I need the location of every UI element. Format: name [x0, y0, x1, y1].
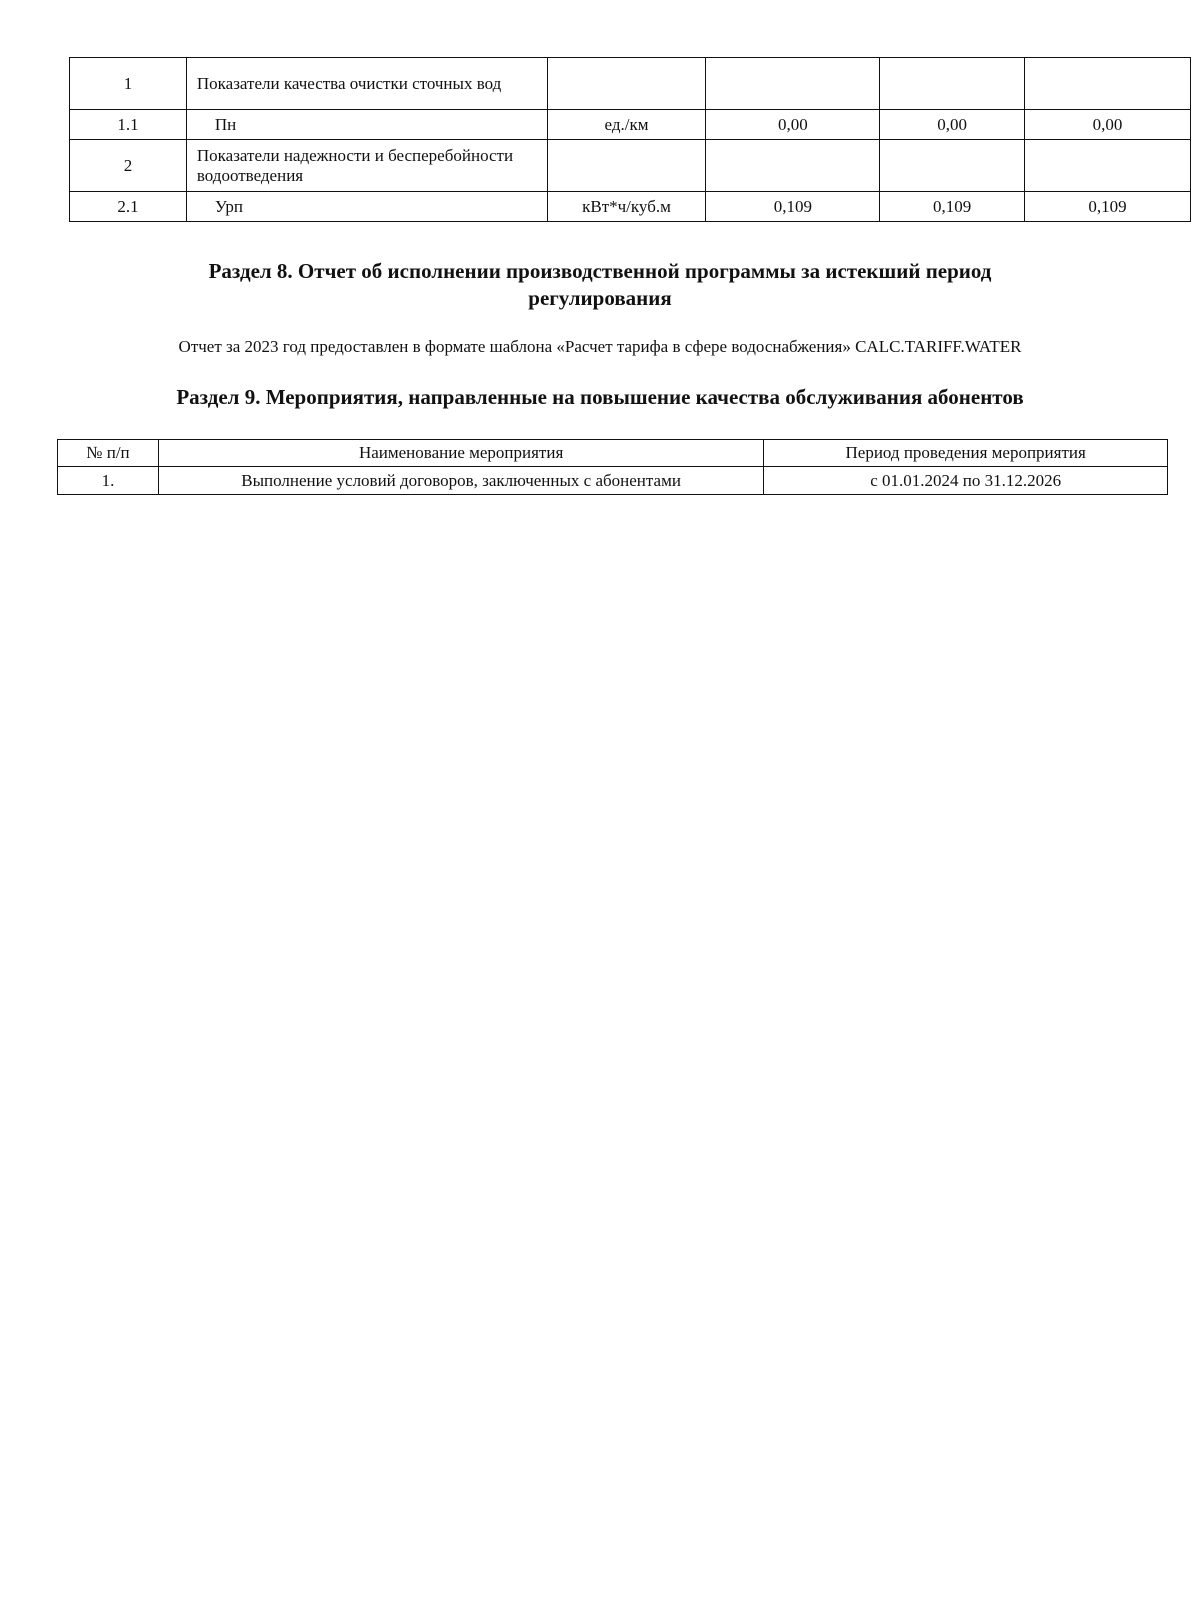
- row-number: 2.1: [70, 192, 187, 222]
- column-header-event-name: Наименование мероприятия: [158, 440, 763, 467]
- indicator-name: Показатели качества очистки сточных вод: [186, 58, 547, 110]
- indicators-table: [69, 57, 1191, 222]
- row-number: 1.1: [70, 110, 187, 140]
- table-header-row: [58, 440, 1168, 467]
- indicator-value: 0,00: [1025, 110, 1191, 140]
- indicator-unit: [547, 140, 706, 192]
- event-name: Выполнение условий договоров, заключенных с абонентами: [158, 467, 763, 495]
- indicator-value: 0,00: [880, 110, 1025, 140]
- events-table: [57, 439, 1168, 495]
- indicator-value: 0,00: [706, 110, 880, 140]
- indicator-unit: кВт*ч/куб.м: [547, 192, 706, 222]
- indicator-value: [706, 140, 880, 192]
- indicator-value: [880, 58, 1025, 110]
- section-8-title-line-2: регулирования: [528, 286, 672, 310]
- section-8-note: Отчет за 2023 год предоставлен в формате шаблона «Расчет тарифа в сфере водоснабжения» CALC.TARIFF.WATER: [178, 337, 1022, 356]
- indicator-unit: [547, 58, 706, 110]
- section-8-title: [0, 258, 1200, 312]
- indicator-value: 0,109: [880, 192, 1025, 222]
- indicator-value: 0,109: [706, 192, 880, 222]
- column-header-number: № п/п: [58, 440, 159, 467]
- row-number: 1: [70, 58, 187, 110]
- table-row: [70, 110, 1191, 140]
- event-number: 1.: [58, 467, 159, 495]
- table-row: [58, 467, 1168, 495]
- indicator-value: [1025, 140, 1191, 192]
- column-header-period: Период проведения мероприятия: [764, 440, 1168, 467]
- table-row: [70, 140, 1191, 192]
- indicator-name: Пн: [186, 110, 547, 140]
- indicator-unit: ед./км: [547, 110, 706, 140]
- row-number: 2: [70, 140, 187, 192]
- indicator-value: [706, 58, 880, 110]
- section-8-title-line-1: Раздел 8. Отчет об исполнении производственной программы за истекший период: [208, 259, 992, 283]
- table-row: [70, 192, 1191, 222]
- indicator-name: Показатели надежности и бесперебойности водоотведения: [186, 140, 547, 192]
- indicator-value: [1025, 58, 1191, 110]
- indicator-name: Урп: [186, 192, 547, 222]
- table-row: [70, 58, 1191, 110]
- indicator-value: [880, 140, 1025, 192]
- indicator-value: 0,109: [1025, 192, 1191, 222]
- section-9-title: Раздел 9. Мероприятия, направленные на повышение качества обслуживания абонентов: [176, 385, 1024, 409]
- event-period: с 01.01.2024 по 31.12.2026: [764, 467, 1168, 495]
